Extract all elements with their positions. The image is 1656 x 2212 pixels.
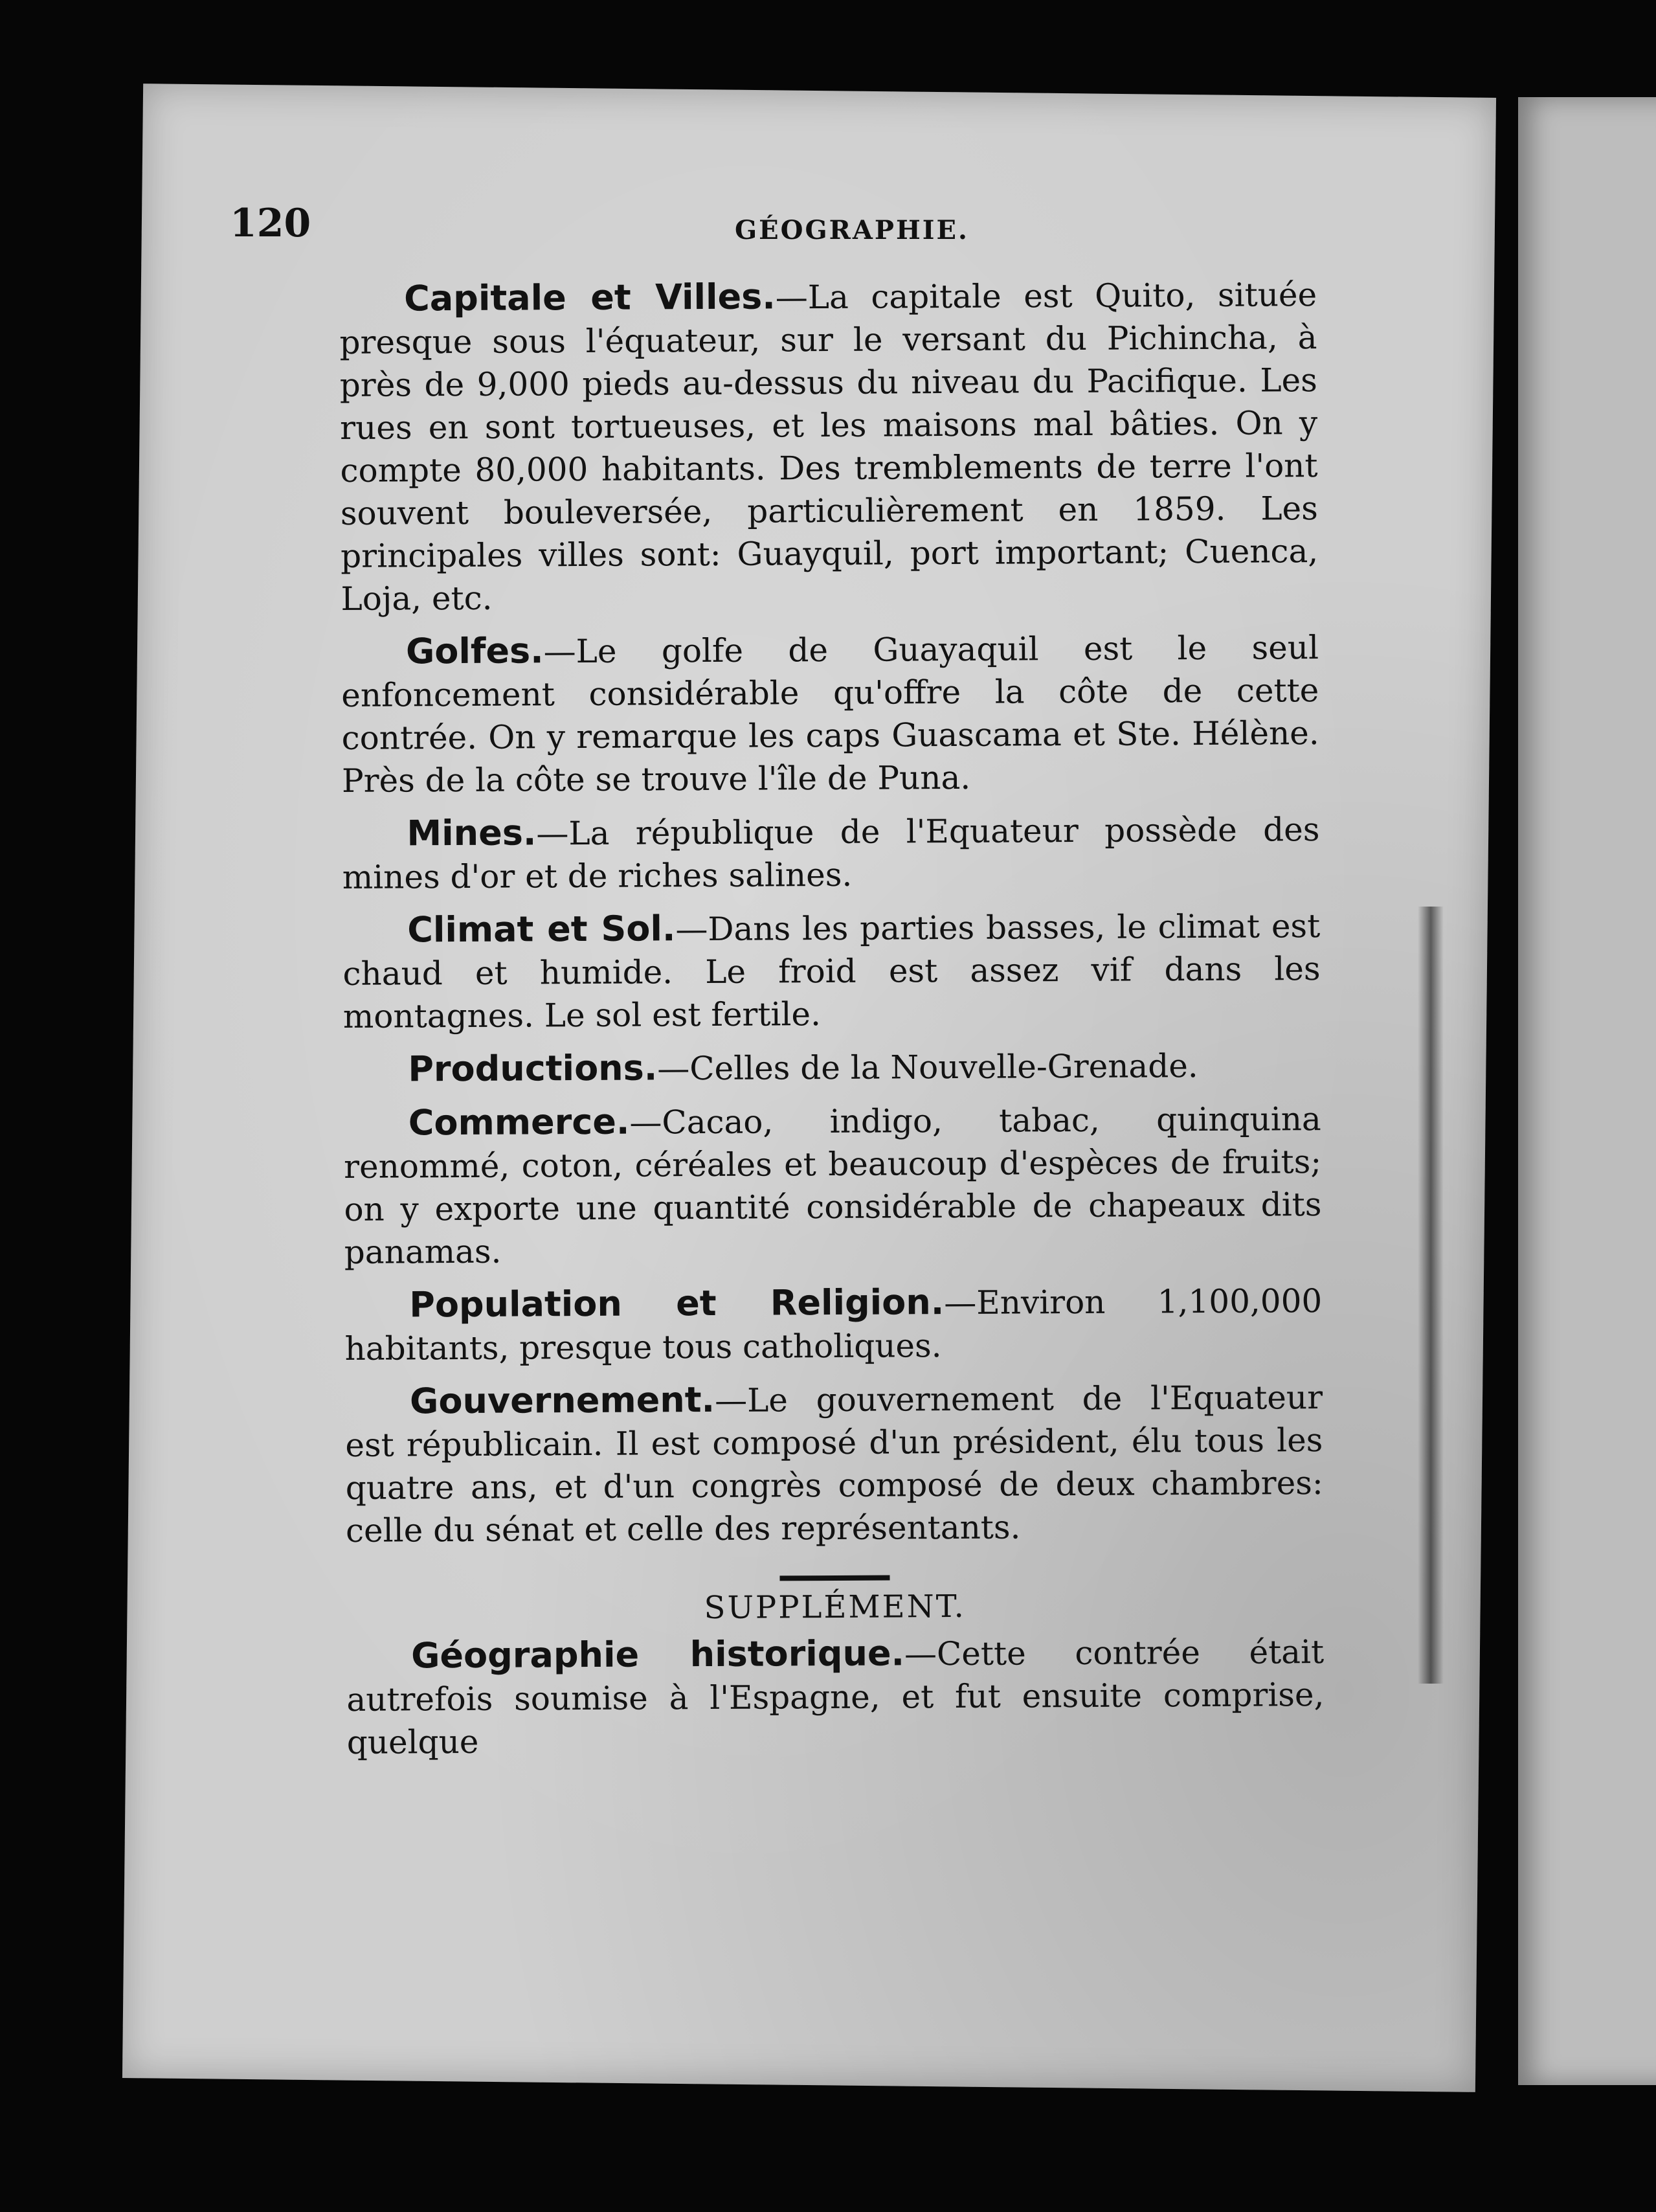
section-heading: Productions. <box>408 1047 658 1090</box>
section-climat <box>342 904 1321 1038</box>
section-heading: Climat et Sol. <box>407 908 676 951</box>
section-divider <box>779 1575 890 1581</box>
page-header <box>230 201 1330 259</box>
section-text: —Cette contrée était autrefois soumise à l'Espagne, et fut ensuite comprise, quelque <box>346 1633 1325 1761</box>
running-head: GÉOGRAPHIE. <box>735 215 969 245</box>
facing-page-edge <box>1518 97 1656 2085</box>
section-text: —La république de l'Equateur possède des mines d'or et de riches salines. <box>342 811 1320 896</box>
section-heading: Capitale et Villes. <box>403 276 776 319</box>
section-text: —Environ 1,100,000 habitants, presque tous catholiques. <box>344 1282 1323 1368</box>
section-text: —Celles de la Nouvelle-Grenade. <box>657 1047 1198 1088</box>
section-text: —Cacao, indigo, tabac, quinquina renommé, coton, céréales et beaucoup d'espèces de fruits; on y exporte une quantité considérable de chapeaux dits panamas. <box>343 1100 1322 1271</box>
section-heading: Golfes. <box>405 630 544 672</box>
section-heading: Population et Religion. <box>409 1281 945 1326</box>
section-productions <box>343 1043 1321 1092</box>
section-text: —Le gouvernement de l'Equateur est républicain. Il est composé d'un président, élu tous les quatre ans, et d'un congrès composé de deux chambres: celle du sénat et celle des représentants. <box>345 1379 1323 1550</box>
section-heading: Mines. <box>407 812 537 854</box>
page-body <box>339 273 1325 1774</box>
section-capitale <box>339 273 1319 620</box>
binding-shadow <box>1418 907 1444 1684</box>
section-commerce <box>344 1097 1322 1274</box>
page-number: 120 <box>230 201 311 246</box>
section-geographie-historique <box>346 1630 1325 1764</box>
section-population <box>344 1279 1323 1370</box>
section-heading: Commerce. <box>408 1101 630 1144</box>
section-heading: Géographie historique. <box>410 1632 905 1676</box>
supplement-title: SUPPLÉMENT. <box>704 1588 966 1627</box>
section-text: —La capitale est Quito, située presque sous l'équateur, sur le versant du Pichincha, à près de 9,000 pieds au-dessus du niveau du Pacifique. Les rues en sont tortueuses, et les maisons mal bâties. On y compte 80,000 habitants. Des tremblements de terre l'ont souvent bouleversée, particulièrement en 1859. Les principales villes sont: Guayquil, port important; Cuenca, Loja, etc. <box>339 276 1319 618</box>
section-heading: Gouvernement. <box>409 1379 715 1422</box>
section-text: —Le golfe de Guayaquil est le seul enfoncement considérable qu'offre la côte de cette contrée. On y remarque les caps Guascama et Ste. Hélène. Près de la côte se trouve l'île de Puna. <box>341 629 1319 800</box>
section-golfes <box>341 626 1319 802</box>
section-text: —Dans les parties basses, le climat est chaud et humide. Le froid est assez vif dans les montagnes. Le sol est fertile. <box>342 907 1321 1035</box>
section-gouvernement <box>345 1375 1323 1552</box>
section-mines <box>342 807 1320 899</box>
